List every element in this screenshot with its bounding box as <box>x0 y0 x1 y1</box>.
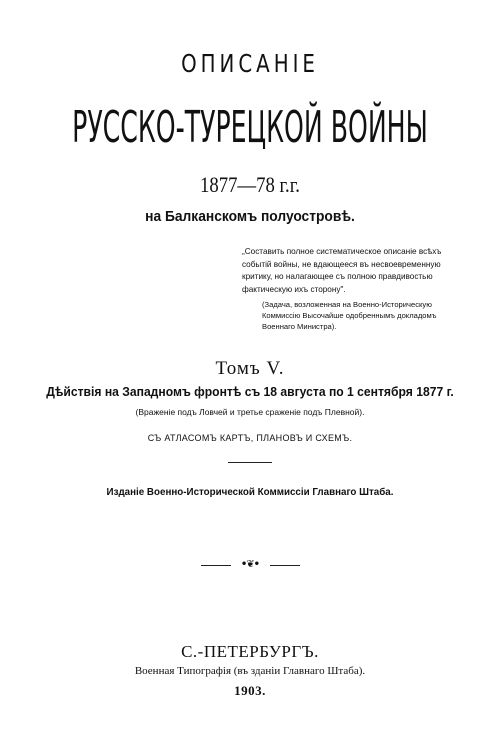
ornament-icon: •❦• <box>240 559 260 570</box>
volume-battles: (Враженіе подъ Ловчей и третье сраженіе подъ Плевной). <box>135 407 365 417</box>
epigraph-line: фактическую ихъ сторону". <box>242 284 346 294</box>
title-line-2: РУССКО-ТУРЕЦКОЙ ВОЙНЫ <box>72 103 428 153</box>
volume-subtitle: Дѣйствія на Западномъ фронтѣ съ 18 августа по 1 сентября 1877 г. <box>46 384 454 399</box>
publisher-line: Изданіе Военно-Исторической Коммиссіи Главнаго Штаба. <box>106 487 394 498</box>
ornament-line-left <box>201 565 231 566</box>
title-line-1: ОПИСАНІЕ <box>181 50 319 79</box>
epigraph-line: критику, но налагающее съ полною правдивостью <box>242 272 433 281</box>
volume-number: Томъ V. <box>215 358 285 379</box>
imprint-city: С.-ПЕТЕРБУРГЪ. <box>181 642 319 661</box>
title-years: 1877—78 г.г. <box>200 172 300 197</box>
atlas-note: СЪ АТЛАСОМЪ КАРТЪ, ПЛАНОВЪ И СХЕМЪ. <box>147 433 353 443</box>
epigraph-source-line: (Задача, возложенная на Военно-Историческую <box>262 300 432 309</box>
imprint-year: 1903. <box>234 683 266 698</box>
epigraph-source-line: Коммиссію Высочайше одобреннымъ докладомъ <box>262 311 437 321</box>
title-location: на Балканскомъ полуостровѣ. <box>145 208 355 225</box>
ornament-line-right <box>270 565 300 566</box>
epigraph-line: „Составить полное систематическое описаніе всѣхъ <box>242 247 442 256</box>
ornament-divider <box>0 560 500 570</box>
epigraph-source <box>262 299 442 333</box>
epigraph <box>242 246 442 296</box>
epigraph-source-line: Военнаго Министра). <box>262 322 337 332</box>
epigraph-line: событій войны, не вдающееся въ несвоевременную <box>242 259 441 269</box>
imprint-press: Военная Типографія (въ зданіи Главнаго Штаба). <box>134 665 366 677</box>
divider-rule <box>228 462 272 463</box>
